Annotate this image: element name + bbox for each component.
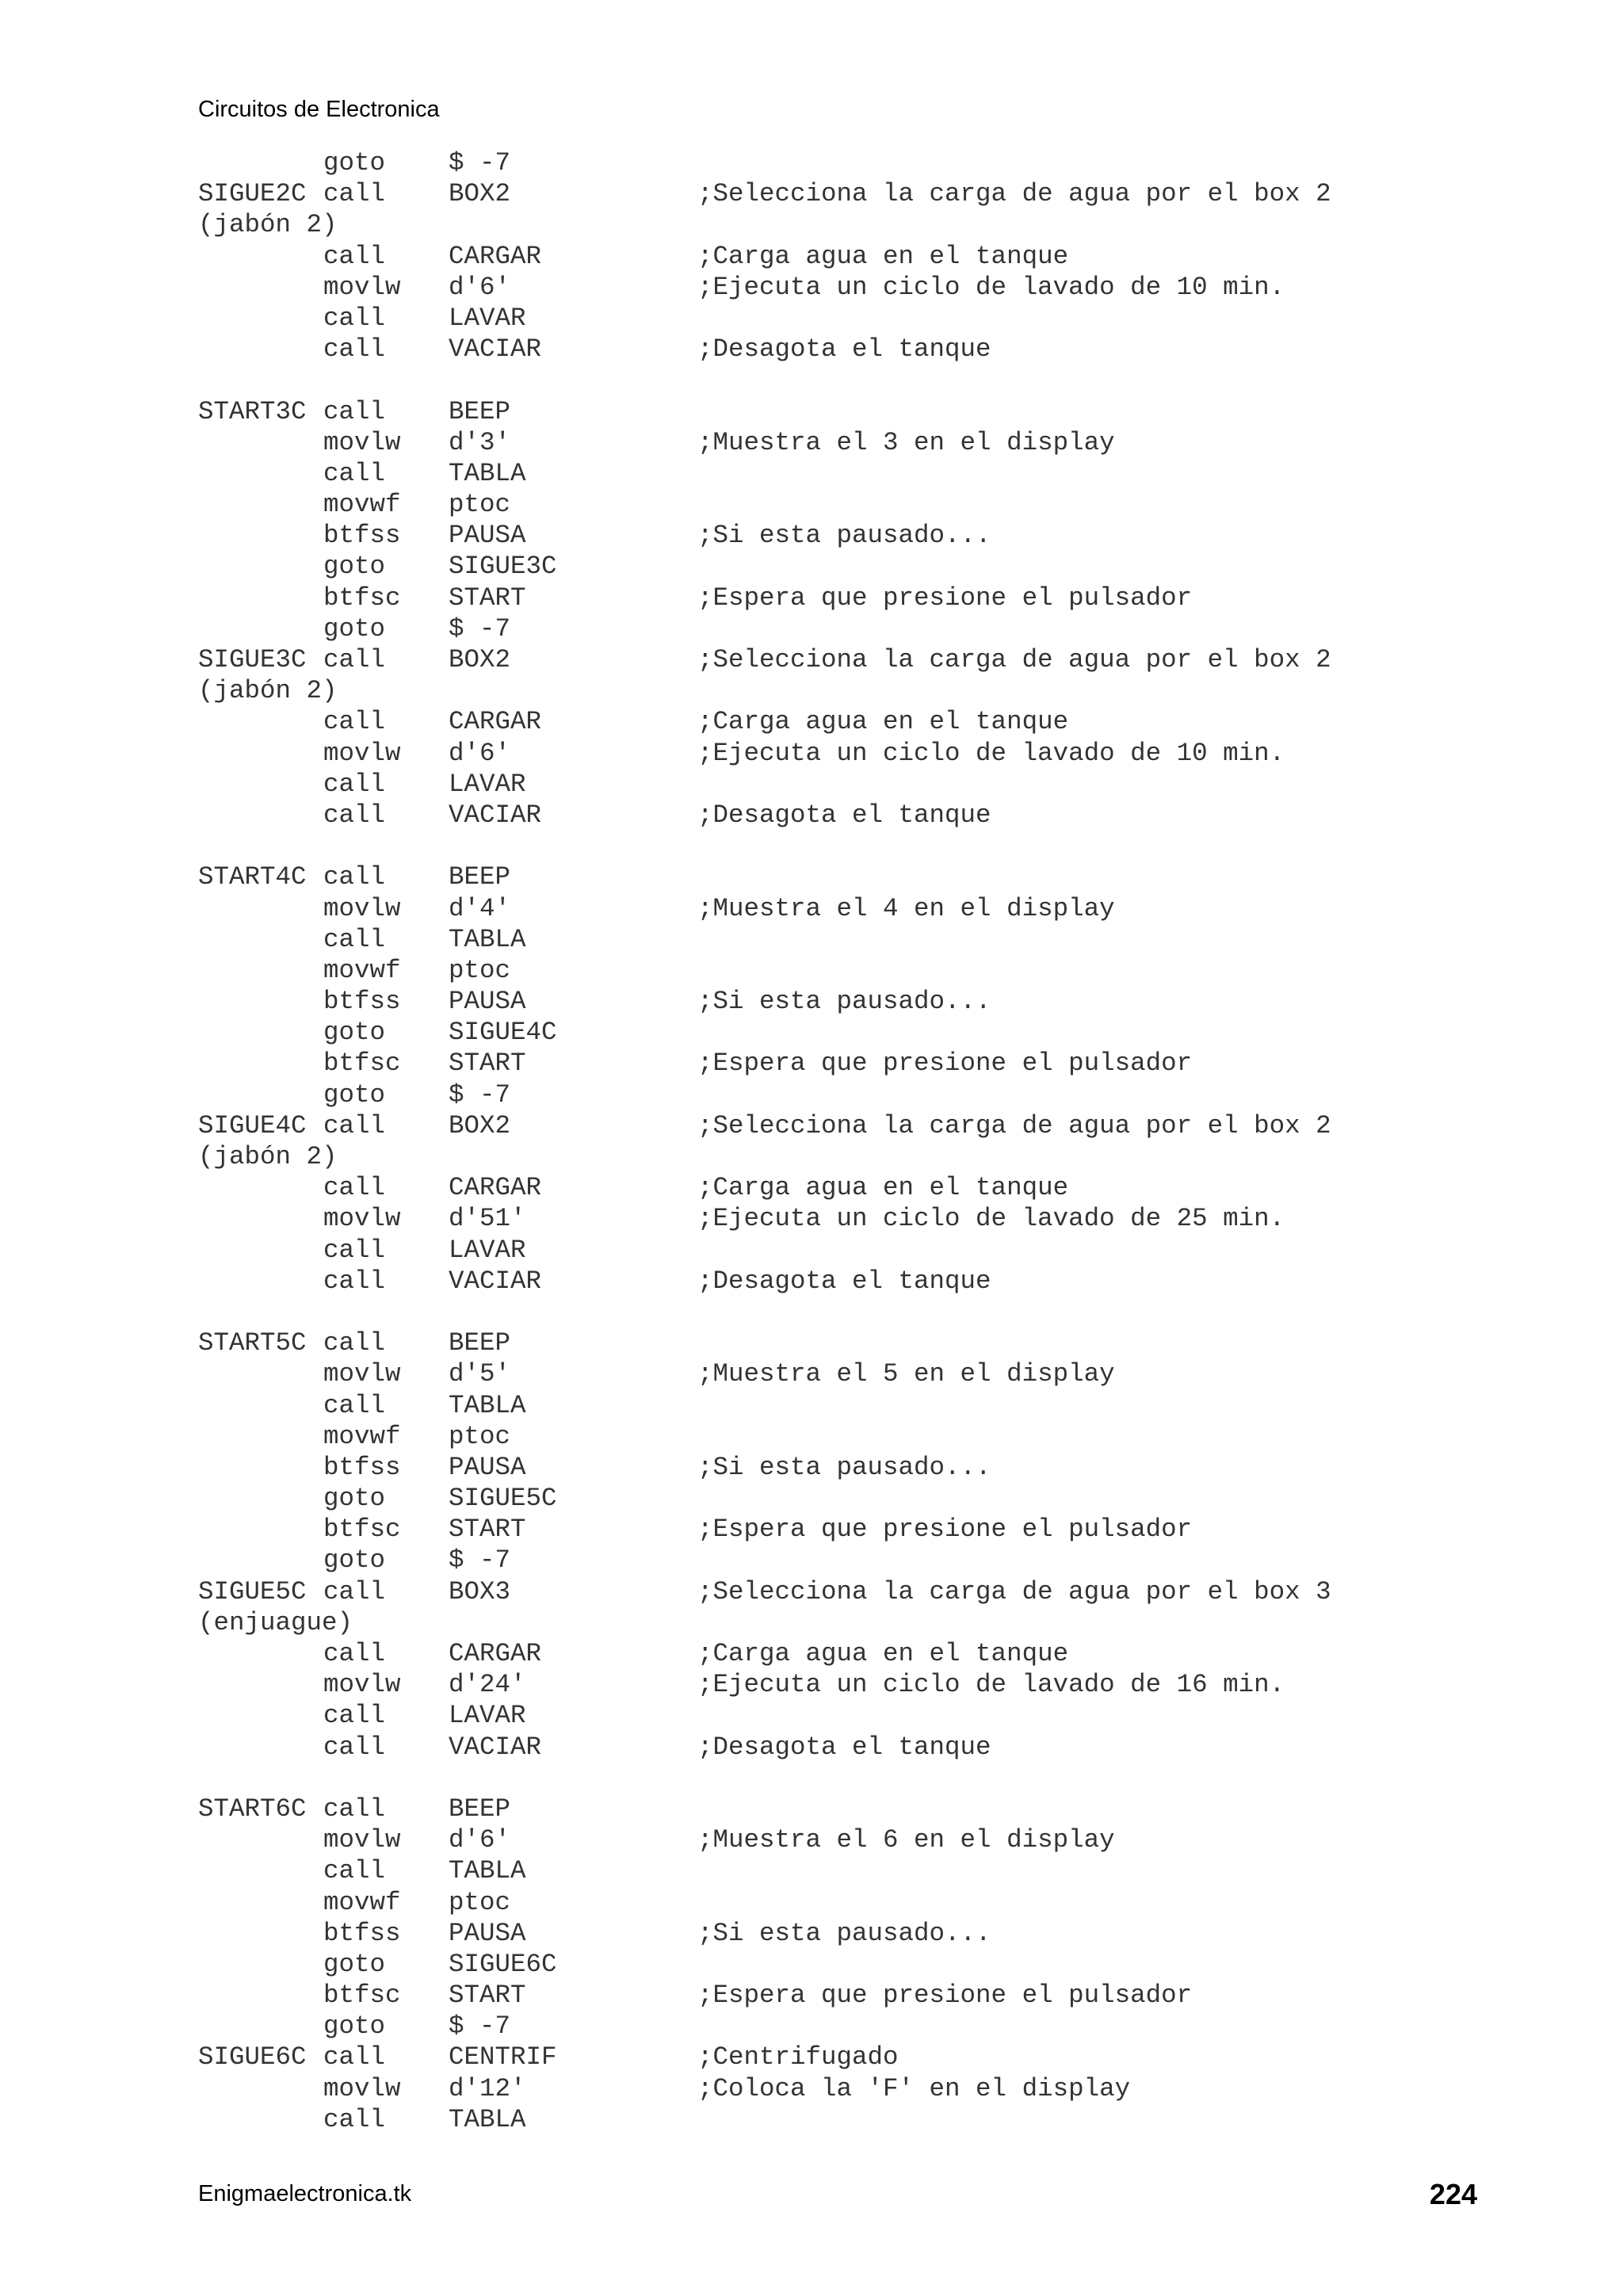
code-mnemonic: movlw [323,893,401,923]
code-line [198,551,1466,582]
code-line [198,1203,1466,1234]
code-label: SIGUE3C [198,645,307,674]
code-mnemonic: call [323,2104,386,2134]
code-mnemonic: goto [323,613,386,644]
code-mnemonic: call [323,1235,386,1265]
code-mnemonic: call [323,1732,386,1762]
code-mnemonic: call [323,1856,386,1886]
code-label: START6C [198,1794,307,1824]
code-line [198,1235,1466,1266]
code-line [198,1421,1466,1452]
code-mnemonic: call [323,241,386,271]
code-line [198,241,1466,272]
code-mnemonic: btfsc [323,1049,401,1079]
code-comment: ;Desagota el tanque [697,800,991,830]
code-mnemonic: call [323,396,386,426]
code-line [198,458,1466,489]
code-mnemonic: movlw [323,2073,401,2103]
code-line [198,427,1466,458]
code-line [198,1669,1466,1700]
code-mnemonic: movlw [323,1204,401,1234]
code-mnemonic: call [323,458,386,488]
code-comment: ;Desagota el tanque [697,1732,991,1762]
code-line [198,2104,1466,2135]
code-operand: d'6' [449,738,511,768]
code-mnemonic: call [323,645,386,674]
blank-line [198,365,1466,395]
code-operand: $ -7 [449,2011,511,2042]
code-comment: ;Ejecuta un ciclo de lavado de 10 min. [697,738,1285,768]
code-line [198,1172,1466,1203]
code-line [198,1545,1466,1576]
code-mnemonic: movwf [323,955,401,985]
code-operand: START [449,583,526,613]
blank-line [198,1297,1466,1328]
code-comment: ;Carga agua en el tanque [697,707,1069,737]
code-label: SIGUE6C [198,2042,307,2073]
code-mnemonic: movlw [323,272,401,302]
code-operand: BEEP [449,396,511,426]
code-mnemonic: movwf [323,1421,401,1451]
code-comment: ;Selecciona la carga de agua por el box 2 [697,645,1331,674]
code-operand: $ -7 [449,613,511,644]
code-line [198,613,1466,644]
code-line [198,644,1466,675]
code-operand: PAUSA [449,1918,526,1948]
code-operand: d'51' [449,1204,526,1234]
code-line [198,1576,1466,1607]
code-comment: ;Si esta pausado... [697,1918,991,1948]
code-comment: ;Selecciona la carga de agua por el box 2 [697,1110,1331,1140]
code-operand: VACIAR [449,800,542,830]
code-operand: LAVAR [449,769,526,799]
code-comment: ;Centrifugado [697,2042,899,2073]
blank-line [198,831,1466,861]
code-operand: SIGUE4C [449,1018,557,1048]
code-line [198,1110,1466,1141]
code-line [198,1266,1466,1297]
code-line [198,303,1466,334]
code-comment: ;Espera que presione el pulsador [697,1981,1193,2011]
code-mnemonic: btfsc [323,1981,401,2011]
code-comment: ;Ejecuta un ciclo de lavado de 25 min. [697,1204,1285,1234]
page-number: 224 [1429,2178,1477,2210]
code-operand: PAUSA [449,521,526,551]
code-mnemonic: call [323,1390,386,1420]
code-operand: BOX3 [449,1576,511,1606]
code-mnemonic: movlw [323,738,401,768]
code-operand: LAVAR [449,1235,526,1265]
code-line [198,800,1466,831]
code-comment: ;Espera que presione el pulsador [697,1049,1193,1079]
code-line [198,2042,1466,2073]
code-mnemonic: call [323,1701,386,1731]
code-mnemonic: call [323,179,386,209]
code-operand: BEEP [449,862,511,892]
code-mnemonic: call [323,1794,386,1824]
code-mnemonic: movwf [323,1887,401,1917]
code-mnemonic: btfss [323,521,401,551]
code-mnemonic: btfss [323,1452,401,1482]
code-mnemonic: goto [323,2011,386,2042]
code-line [198,2011,1466,2042]
code-mnemonic: goto [323,1484,386,1514]
comment-continuation: (jabón 2) [198,676,338,706]
code-line [198,1887,1466,1918]
code-line [198,1949,1466,1980]
code-mnemonic: call [323,1173,386,1203]
code-comment: ;Si esta pausado... [697,1452,991,1482]
comment-continuation: (jabón 2) [198,210,338,240]
code-mnemonic: call [323,1266,386,1296]
code-mnemonic: call [323,1639,386,1668]
code-mnemonic: goto [323,148,386,178]
code-mnemonic: call [323,1328,386,1358]
code-comment: ;Espera que presione el pulsador [697,583,1193,613]
code-mnemonic: goto [323,1079,386,1110]
code-line [198,1794,1466,1824]
code-mnemonic: goto [323,1545,386,1576]
code-operand: LAVAR [449,303,526,333]
code-line [198,1855,1466,1886]
code-operand: VACIAR [449,1732,542,1762]
blank-line [198,1763,1466,1794]
code-line [198,1358,1466,1389]
code-line-wrap [198,1607,1466,1638]
code-operand: TABLA [449,924,526,954]
code-mnemonic: btfss [323,1918,401,1948]
code-mnemonic: btfss [323,987,401,1017]
code-line [198,1017,1466,1048]
code-comment: ;Carga agua en el tanque [697,1639,1069,1668]
code-mnemonic: call [323,303,386,333]
code-line [198,520,1466,551]
code-line [198,1638,1466,1669]
code-mnemonic: call [323,924,386,954]
code-operand: SIGUE6C [449,1949,557,1979]
code-operand: CARGAR [449,1173,542,1203]
code-operand: ptoc [449,1887,511,1917]
code-mnemonic: goto [323,1018,386,1048]
code-operand: BEEP [449,1794,511,1824]
code-operand: d'6' [449,272,511,302]
code-operand: TABLA [449,2104,526,2134]
code-line [198,178,1466,209]
code-comment: ;Si esta pausado... [697,521,991,551]
code-line [198,1700,1466,1731]
code-operand: SIGUE5C [449,1484,557,1514]
code-label: START4C [198,862,307,892]
code-comment: ;Ejecuta un ciclo de lavado de 16 min. [697,1670,1285,1700]
code-comment: ;Espera que presione el pulsador [697,1515,1193,1545]
code-line [198,396,1466,427]
code-operand: BEEP [449,1328,511,1358]
code-operand: BOX2 [449,1110,511,1140]
code-line [198,1514,1466,1545]
code-operand: PAUSA [449,1452,526,1482]
code-operand: VACIAR [449,334,542,365]
code-operand: TABLA [449,1856,526,1886]
code-line [198,334,1466,365]
code-operand: $ -7 [449,1079,511,1110]
code-label: SIGUE5C [198,1576,307,1606]
code-comment: ;Ejecuta un ciclo de lavado de 10 min. [697,272,1285,302]
code-operand: ptoc [449,490,511,520]
code-operand: d'3' [449,427,511,457]
code-operand: LAVAR [449,1701,526,1731]
code-mnemonic: call [323,800,386,830]
code-line [198,986,1466,1017]
code-operand: START [449,1981,526,2011]
code-operand: $ -7 [449,148,511,178]
code-line [198,489,1466,520]
code-line [198,1048,1466,1079]
code-comment: ;Desagota el tanque [697,1266,991,1296]
code-line [198,893,1466,924]
code-operand: SIGUE3C [449,552,557,582]
code-comment: ;Si esta pausado... [697,987,991,1017]
code-line [198,1452,1466,1483]
code-line [198,583,1466,613]
code-line [198,1918,1466,1949]
code-comment: ;Desagota el tanque [697,334,991,365]
code-operand: CENTRIF [449,2042,557,2073]
code-comment: ;Selecciona la carga de agua por el box 2 [697,179,1331,209]
code-mnemonic: goto [323,1949,386,1979]
code-operand: START [449,1515,526,1545]
code-line [198,272,1466,303]
code-operand: BOX2 [449,179,511,209]
code-operand: VACIAR [449,1266,542,1296]
code-label: START5C [198,1328,307,1358]
code-line [198,924,1466,955]
code-line [198,1079,1466,1110]
code-mnemonic: call [323,1576,386,1606]
code-line [198,1328,1466,1358]
code-comment: ;Muestra el 5 en el display [697,1359,1115,1389]
code-operand: d'12' [449,2073,526,2103]
code-mnemonic: call [323,862,386,892]
code-line [198,1390,1466,1421]
code-line-wrap [198,209,1466,240]
code-operand: CARGAR [449,1639,542,1668]
code-line [198,1732,1466,1763]
code-line [198,147,1466,178]
code-mnemonic: call [323,334,386,365]
code-comment: ;Coloca la 'F' en el display [697,2073,1131,2103]
code-comment: ;Carga agua en el tanque [697,241,1069,271]
code-comment: ;Muestra el 6 en el display [697,1825,1115,1855]
code-mnemonic: call [323,707,386,737]
comment-continuation: (jabón 2) [198,1142,338,1171]
code-comment: ;Muestra el 4 en el display [697,893,1115,923]
code-line [198,1980,1466,2011]
code-mnemonic: movlw [323,1359,401,1389]
code-line [198,1483,1466,1514]
code-operand: START [449,1049,526,1079]
code-operand: d'4' [449,893,511,923]
code-mnemonic: call [323,1110,386,1140]
code-mnemonic: movlw [323,1825,401,1855]
page-header-title: Circuitos de Electronica [198,97,440,122]
code-operand: TABLA [449,458,526,488]
code-operand: ptoc [449,1421,511,1451]
code-operand: ptoc [449,955,511,985]
code-label: SIGUE4C [198,1110,307,1140]
code-line [198,738,1466,769]
code-operand: d'24' [449,1670,526,1700]
code-operand: PAUSA [449,987,526,1017]
code-operand: BOX2 [449,645,511,674]
code-mnemonic: movwf [323,490,401,520]
code-line [198,2073,1466,2104]
code-label: START3C [198,396,307,426]
code-mnemonic: goto [323,552,386,582]
code-operand: CARGAR [449,241,542,271]
code-line [198,1824,1466,1855]
code-operand: CARGAR [449,707,542,737]
code-line [198,769,1466,800]
code-line [198,706,1466,737]
code-line-wrap [198,675,1466,706]
code-operand: TABLA [449,1390,526,1420]
code-comment: ;Selecciona la carga de agua por el box 3 [697,1576,1331,1606]
code-operand: $ -7 [449,1545,511,1576]
comment-continuation: (enjuague) [198,1607,353,1637]
code-comment: ;Carga agua en el tanque [697,1173,1069,1203]
code-mnemonic: btfsc [323,583,401,613]
code-operand: d'5' [449,1359,511,1389]
code-mnemonic: btfsc [323,1515,401,1545]
code-mnemonic: call [323,769,386,799]
code-line-wrap [198,1141,1466,1172]
code-line [198,955,1466,986]
code-mnemonic: movlw [323,1670,401,1700]
code-listing [198,147,1466,2135]
code-mnemonic: movlw [323,427,401,457]
footer-site: Enigmaelectronica.tk [198,2181,412,2206]
code-mnemonic: call [323,2042,386,2073]
code-line [198,861,1466,892]
code-operand: d'6' [449,1825,511,1855]
code-label: SIGUE2C [198,179,307,209]
code-comment: ;Muestra el 3 en el display [697,427,1115,457]
